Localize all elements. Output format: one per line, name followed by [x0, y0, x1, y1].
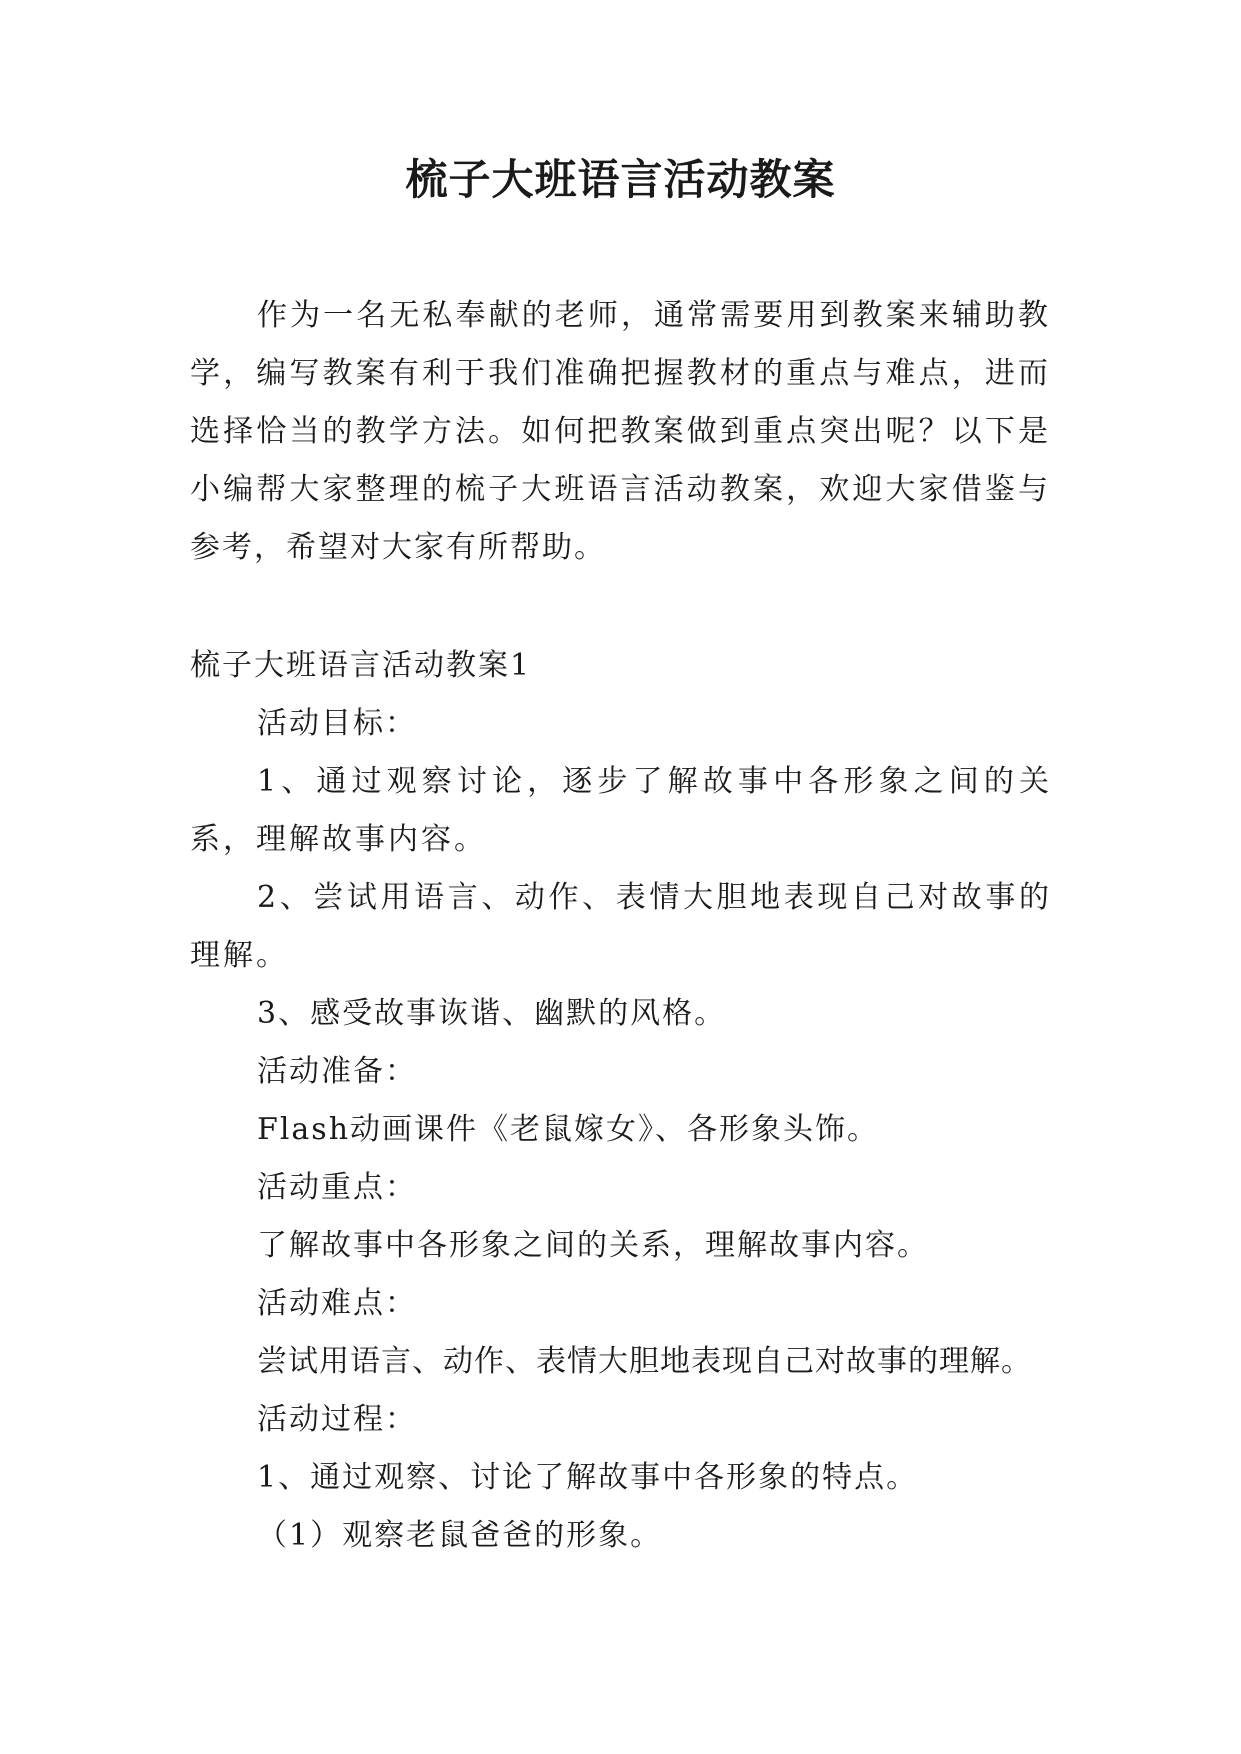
key-heading: 活动重点： — [257, 1170, 417, 1205]
difficulty-heading: 活动难点： — [257, 1286, 417, 1321]
goal-item-3: 3、感受故事诙谐、幽默的风格。 — [257, 996, 727, 1031]
prep-heading: 活动准备： — [257, 1054, 417, 1089]
prep-text: Flash动画课件《老鼠嫁女》、各形象头饰。 — [257, 1112, 880, 1147]
goal-item-1: 1、通过观察讨论，逐步了解故事中各形象之间的关系，理解故事内容。 — [190, 764, 1052, 857]
difficulty-text: 尝试用语言、动作、表情大胆地表现自己对故事的理解。 — [257, 1344, 1032, 1379]
goals-heading: 活动目标： — [257, 706, 417, 741]
section-title: 梳子大班语言活动教案1 — [190, 648, 532, 683]
goal-item-2: 2、尝试用语言、动作、表情大胆地表现自己对故事的理解。 — [190, 880, 1052, 973]
key-text: 了解故事中各形象之间的关系，理解故事内容。 — [257, 1228, 929, 1263]
document-title: 梳子大班语言活动教案 — [405, 155, 836, 204]
process-heading: 活动过程： — [257, 1402, 417, 1437]
process-substep-1: （1）观察老鼠爸爸的形象。 — [257, 1518, 663, 1553]
intro-paragraph: 作为一名无私奉献的老师，通常需要用到教案来辅助教学，编写教案有利于我们准确把握教材的重点与难点，进而选择恰当的教学方法。如何把教案做到重点突出呢？以下是小编帮大家整理的梳子大班语言活动教案，欢迎大家借鉴与参考，希望对大家有所帮助。 — [190, 298, 1050, 565]
process-step-1: 1、通过观察、讨论了解故事中各形象的特点。 — [257, 1460, 919, 1495]
